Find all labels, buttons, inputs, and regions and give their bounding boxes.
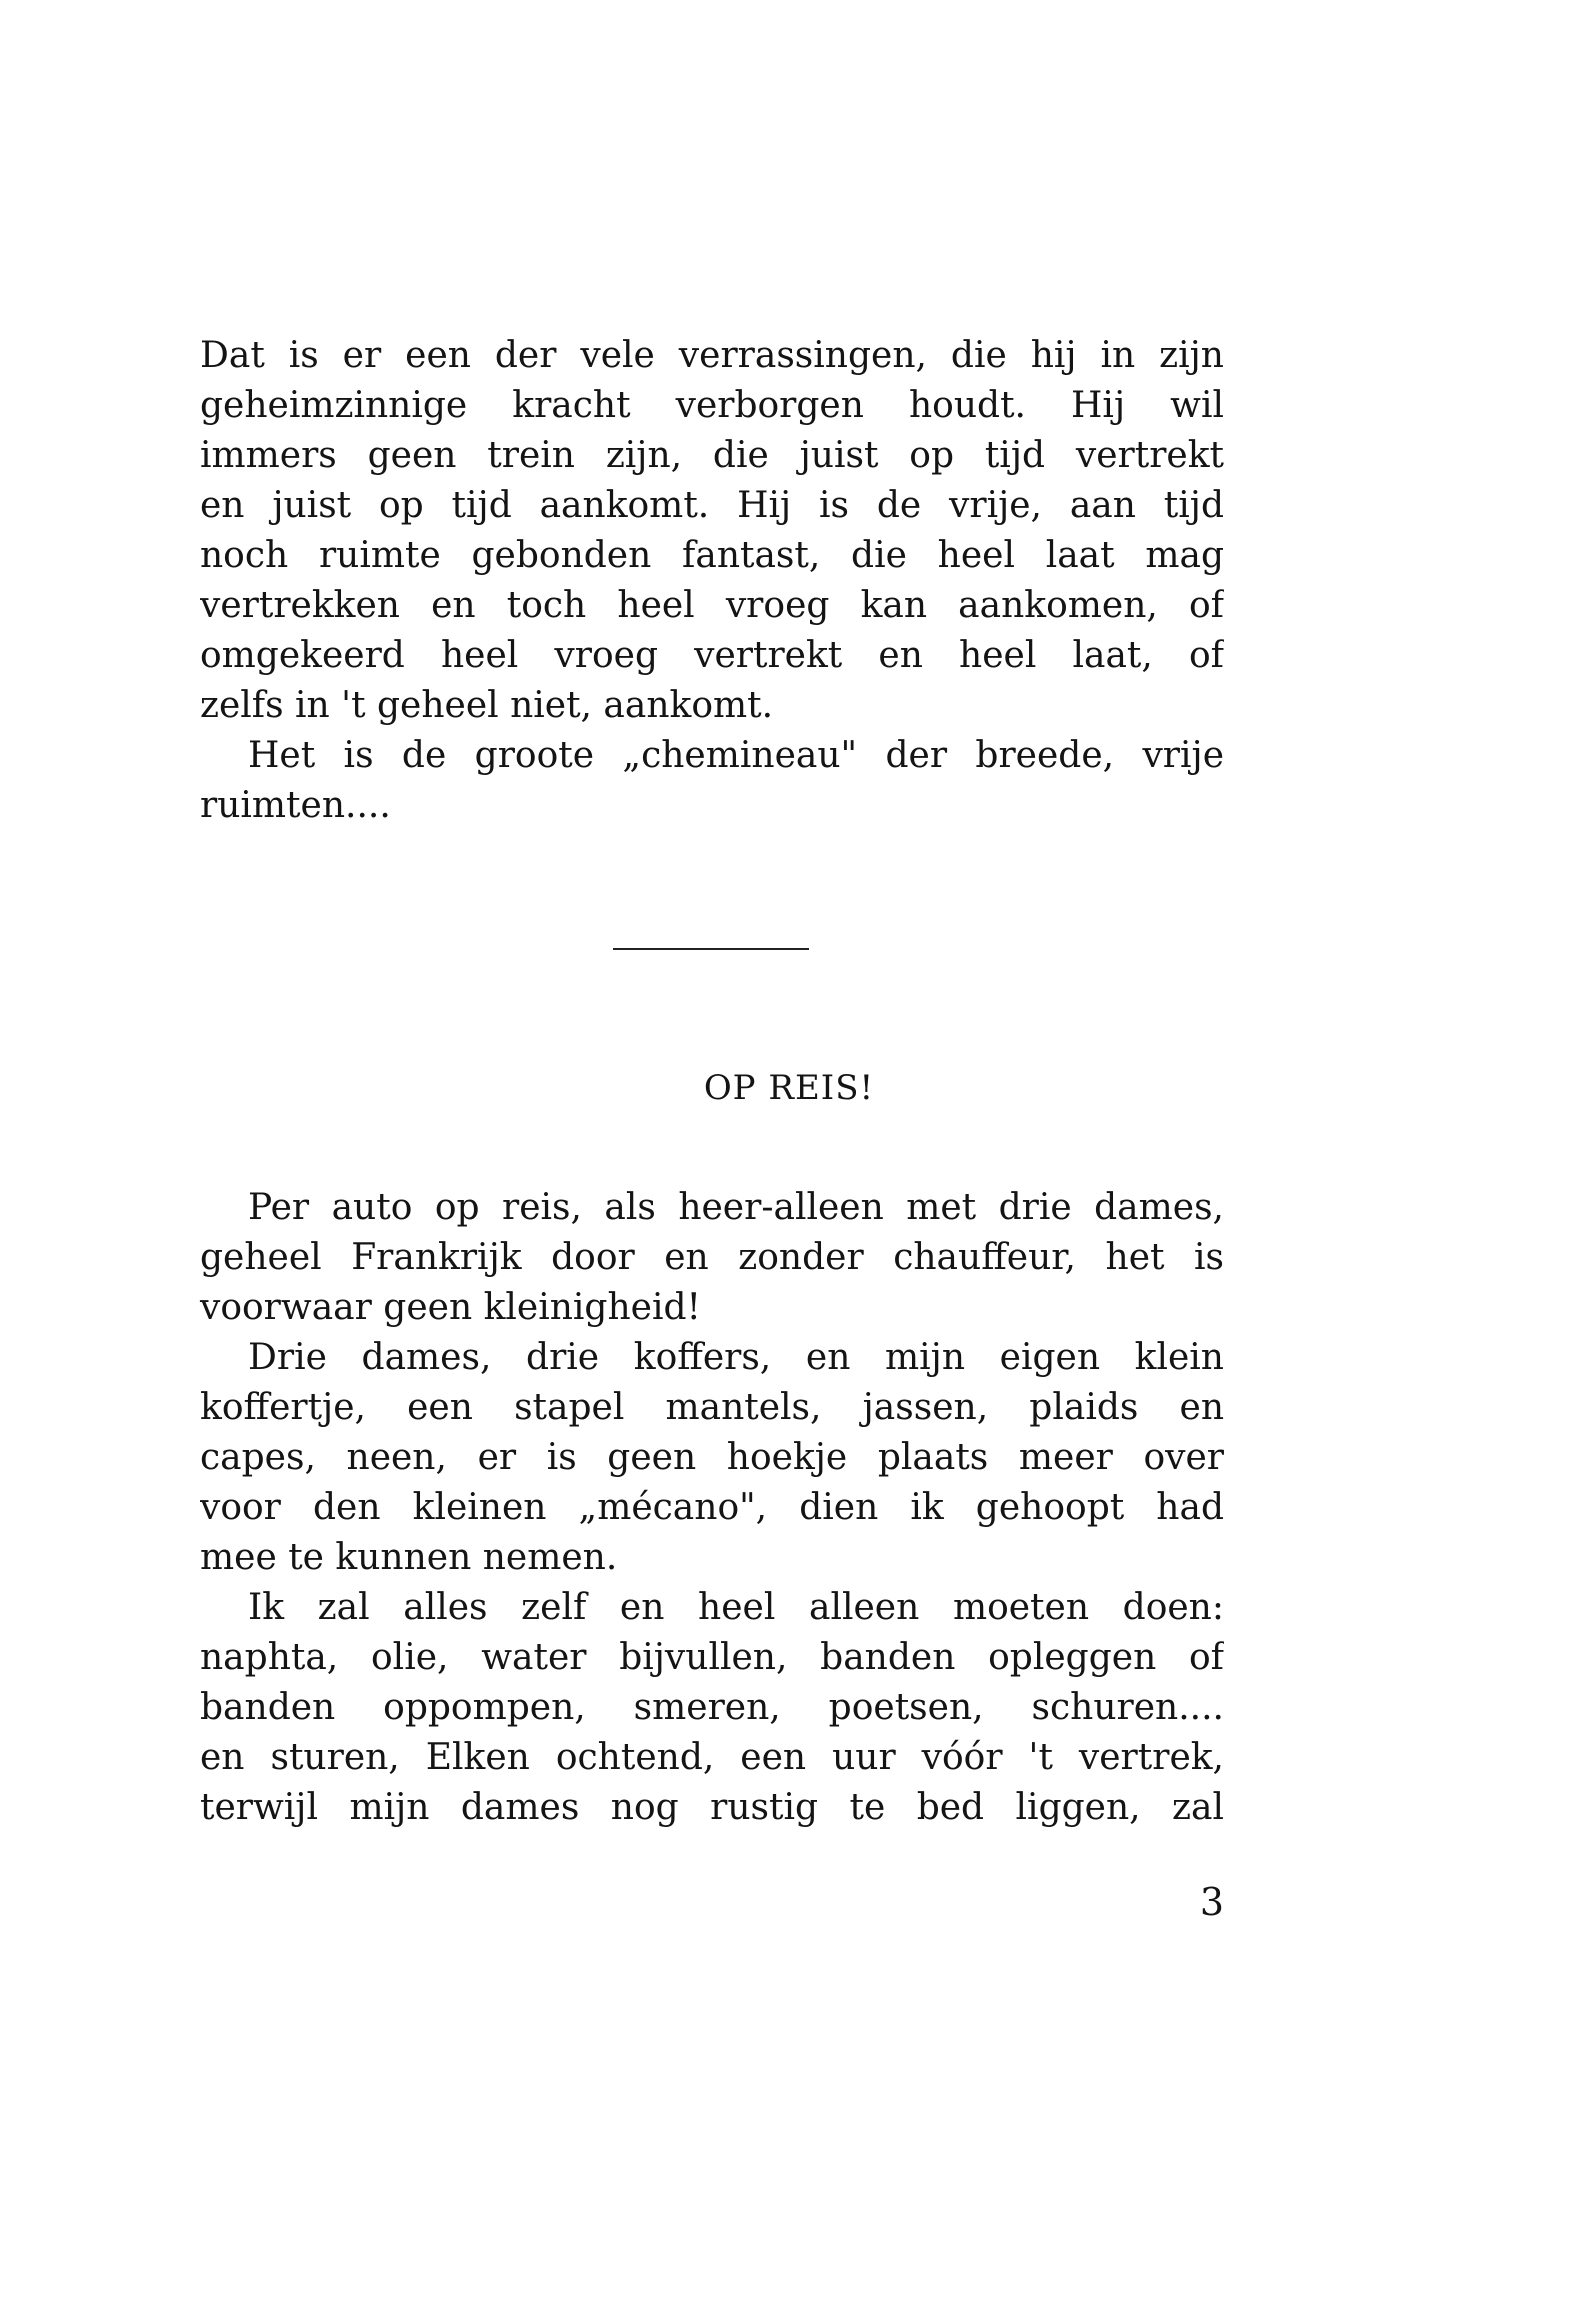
text-line: en juist op tijd aankomt. Hij is de vrije, aan tijd <box>200 485 1224 526</box>
text-line: omgekeerd heel vroeg vertrekt en heel laat, of <box>200 635 1224 676</box>
paragraph <box>200 331 1224 731</box>
text-line: Per auto op reis, als heer-alleen met drie dames, <box>248 1187 1224 1228</box>
text-line: zelfs in 't geheel niet, aankomt. <box>200 685 774 726</box>
section-heading: OP REIS! <box>703 1068 875 1108</box>
text-line: Het is de groote „chemineau" der breede, vrije <box>248 735 1224 776</box>
text-line: vertrekken en toch heel vroeg kan aankomen, of <box>200 585 1224 626</box>
text-line: koffertje, een stapel mantels, jassen, plaids en <box>200 1387 1224 1428</box>
text-line: ruimten.... <box>200 785 391 826</box>
text-block-lower <box>200 1183 1224 1833</box>
paragraph <box>200 1183 1224 1333</box>
text-line: capes, neen, er is geen hoekje plaats meer over <box>200 1437 1224 1478</box>
section-divider <box>613 948 809 950</box>
text-line: naphta, olie, water bijvullen, banden opleggen of <box>200 1637 1224 1678</box>
paragraph <box>200 1583 1224 1833</box>
paragraph <box>200 731 1224 831</box>
text-line: geheimzinnige kracht verborgen houdt. Hij wil <box>200 385 1224 426</box>
text-block-upper <box>200 331 1224 831</box>
text-line: voorwaar geen kleinigheid! <box>200 1287 701 1328</box>
text-line: banden oppompen, smeren, poetsen, schuren.... <box>200 1687 1224 1728</box>
text-line: voor den kleinen „mécano", dien ik gehoopt had <box>200 1487 1224 1528</box>
text-line: Ik zal alles zelf en heel alleen moeten doen: <box>248 1587 1224 1628</box>
text-line: Dat is er een der vele verrassingen, die hij in zijn <box>200 335 1224 376</box>
text-line: immers geen trein zijn, die juist op tijd vertrekt <box>200 435 1224 476</box>
text-line: noch ruimte gebonden fantast, die heel laat mag <box>200 535 1224 576</box>
text-line: en sturen, Elken ochtend, een uur vóór 't vertrek, <box>200 1737 1224 1778</box>
text-line: terwijl mijn dames nog rustig te bed liggen, zal <box>200 1787 1224 1828</box>
text-line: geheel Frankrijk door en zonder chauffeur, het is <box>200 1237 1224 1278</box>
text-line: Drie dames, drie koffers, en mijn eigen klein <box>248 1337 1224 1378</box>
page-number: 3 <box>1199 1880 1224 1924</box>
paragraph <box>200 1333 1224 1583</box>
text-line: mee te kunnen nemen. <box>200 1537 618 1578</box>
